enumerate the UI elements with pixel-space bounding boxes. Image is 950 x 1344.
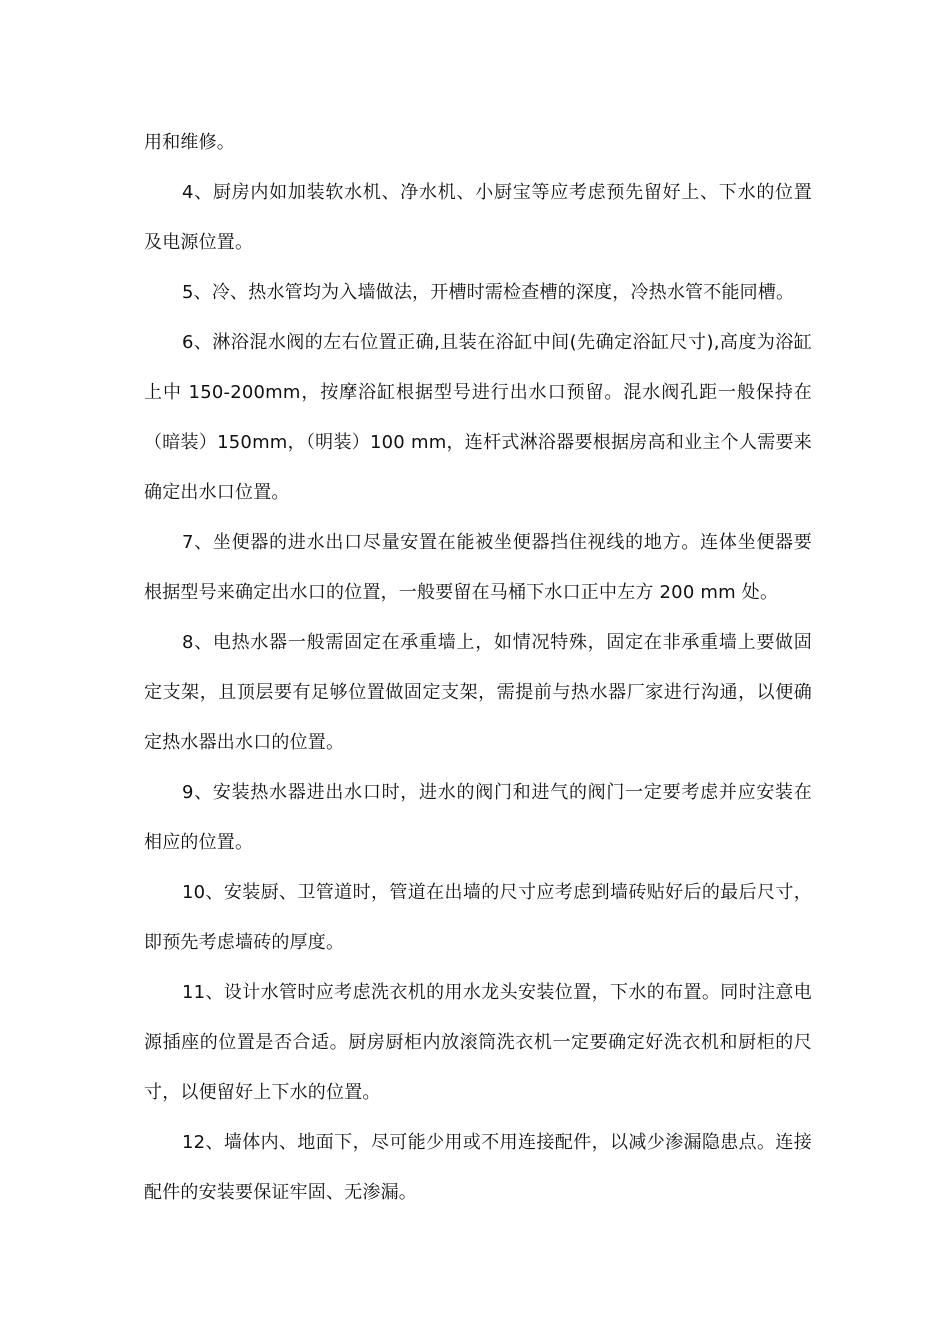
paragraph: 4、厨房内如加装软水机、净水机、小厨宝等应考虑预先留好上、下水的位置及电源位置。 bbox=[144, 182, 812, 253]
paragraph: 12、墙体内、地面下，尽可能少用或不用连接配件，以减少渗漏隐患点。连接配件的安装要保证牢固、无渗漏。 bbox=[144, 1132, 812, 1203]
paragraph: 10、安装厨、卫管道时，管道在出墙的尺寸应考虑到墙砖贴好后的最后尺寸，即预先考虑墙砖的厚度。 bbox=[144, 882, 812, 953]
paragraph: 9、安装热水器进出水口时，进水的阀门和进气的阀门一定要考虑并应安装在相应的位置。 bbox=[144, 782, 812, 853]
paragraph: 用和维修。 bbox=[144, 132, 235, 153]
paragraph: 6、淋浴混水阀的左右位置正确,且装在浴缸中间(先确定浴缸尺寸),高度为浴缸上中 150-200mm，按摩浴缸根据型号进行出水口预留。混水阀孔距一般保持在（暗装）150mm，（明装）100 mm，连杆式淋浴器要根据房高和业主个人需要来确定出水口位置。 bbox=[144, 332, 812, 503]
paragraph: 5、冷、热水管均为入墙做法，开槽时需检查槽的深度，冷热水管不能同槽。 bbox=[182, 282, 795, 303]
paragraph: 11、设计水管时应考虑洗衣机的用水龙头安装位置，下水的布置。同时注意电源插座的位置是否合适。厨房厨柜内放滚筒洗衣机一定要确定好洗衣机和厨柜的尺寸，以便留好上下水的位置。 bbox=[144, 982, 812, 1103]
paragraph: 7、坐便器的进水出口尽量安置在能被坐便器挡住视线的地方。连体坐便器要根据型号来确定出水口的位置，一般要留在马桶下水口正中左方 200 mm 处。 bbox=[144, 532, 812, 603]
paragraph: 8、电热水器一般需固定在承重墙上，如情况特殊，固定在非承重墙上要做固定支架，且顶层要有足够位置做固定支架，需提前与热水器厂家进行沟通，以便确定热水器出水口的位置。 bbox=[144, 632, 812, 753]
document-body bbox=[144, 118, 812, 1218]
